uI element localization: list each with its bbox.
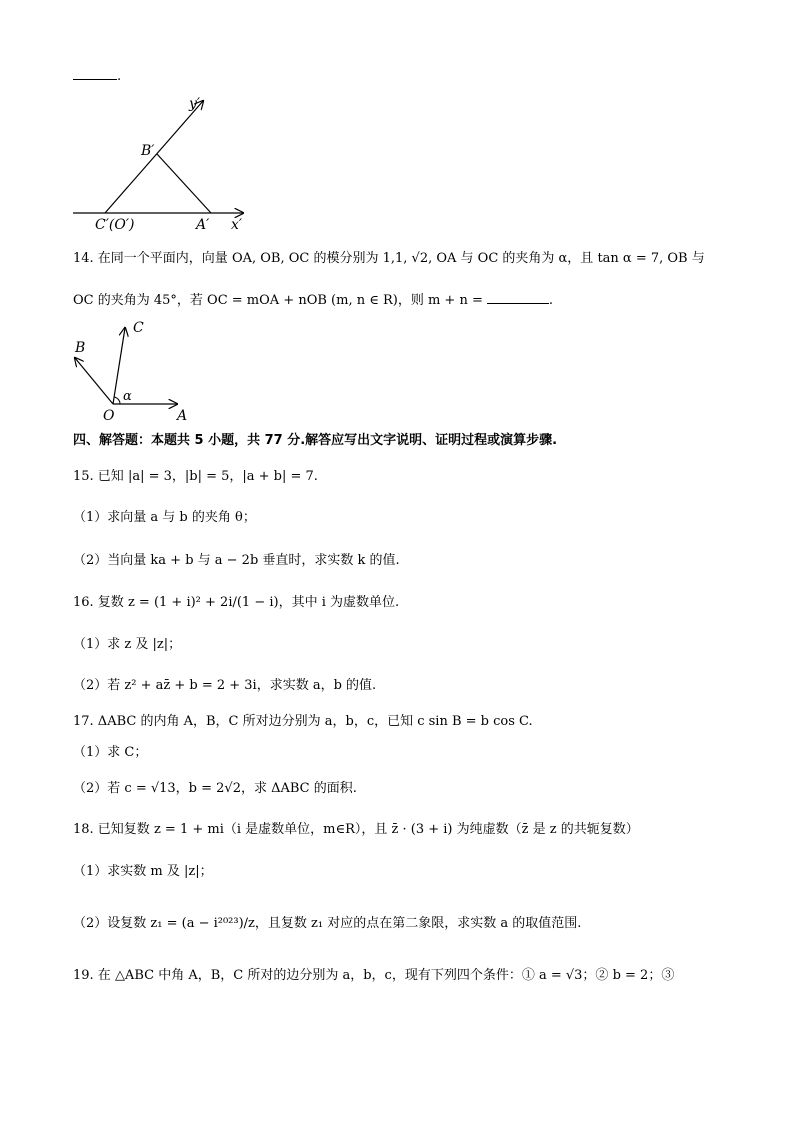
label-b: B xyxy=(75,340,86,356)
label-c: C xyxy=(133,320,144,336)
q16-stem: 16. 复数 z = (1 + i)² + 2i/(1 − i)，其中 i 为虚数单位. xyxy=(73,595,400,610)
label-alpha: α xyxy=(123,389,132,404)
segment-ba xyxy=(157,154,211,213)
label-c-o-prime: C′(O′) xyxy=(95,217,135,232)
label-y-prime: y′ xyxy=(189,96,201,112)
q18-part-2: （2）设复数 z₁ = (a − i²⁰²³)/z，且复数 z₁ 对应的点在第二象限，求实数 a 的取值范围. xyxy=(73,916,582,931)
label-a-prime: A′ xyxy=(196,217,210,232)
label-a: A xyxy=(177,408,188,424)
label-x-prime: x′ xyxy=(231,217,243,232)
q15-part-1: （1）求向量 a 与 b 的夹角 θ； xyxy=(73,510,256,525)
q18-part-1: （1）求实数 m 及 |z|； xyxy=(73,864,213,879)
q13-answer-line: . xyxy=(73,66,121,87)
q14-line-1: 14. 在同一个平面内，向量 OA, OB, OC 的模分别为 1,1, √2, OA 与 OC 的夹角为 α，且 tan α = 7, OB 与 xyxy=(73,251,705,266)
q15-part-2: （2）当向量 ka + b 与 a − 2b 垂直时，求实数 k 的值. xyxy=(73,553,400,568)
answer-blank xyxy=(73,66,117,80)
q17-part-1: （1）求 C； xyxy=(73,745,148,760)
figure-oblique-axes xyxy=(65,92,265,232)
q19-stem: 19. 在 △ABC 中角 A，B，C 所对的边分别为 a，b，c，现有下列四个条件：① a = √3；② b = 2；③ xyxy=(73,968,675,983)
q17-stem: 17. ΔABC 的内角 A，B，C 所对边分别为 a，b，c，已知 c sin B = b cos C. xyxy=(73,714,533,729)
q14-line-2: OC 的夹角为 45°，若 OC = mOA + nOB (m, n ∈ R)，则 m + n = . xyxy=(73,290,553,311)
figure-vectors xyxy=(65,316,205,426)
label-o: O xyxy=(103,408,115,424)
section-heading: 四、解答题：本题共 5 小题，共 77 分.解答应写出文字说明、证明过程或演算步骤. xyxy=(73,433,558,448)
q15-stem: 15. 已知 |a| = 3，|b| = 5，|a + b| = 7. xyxy=(73,469,318,484)
vector-ob xyxy=(75,358,113,404)
label-b-prime: B′ xyxy=(141,143,155,159)
q18-stem: 18. 已知复数 z = 1 + mi（i 是虚数单位，m∈R），且 z̄ · (3 + i) 为纯虚数（z̄ 是 z 的共轭复数） xyxy=(73,822,639,837)
q16-part-2: （2）若 z² + az̄ + b = 2 + 3i，求实数 a，b 的值. xyxy=(73,678,377,693)
answer-blank xyxy=(487,290,549,304)
q17-part-2: （2）若 c = √13，b = 2√2，求 ΔABC 的面积. xyxy=(73,781,357,796)
q16-part-1: （1）求 z 及 |z|； xyxy=(73,637,182,652)
angle-arc xyxy=(114,397,120,404)
